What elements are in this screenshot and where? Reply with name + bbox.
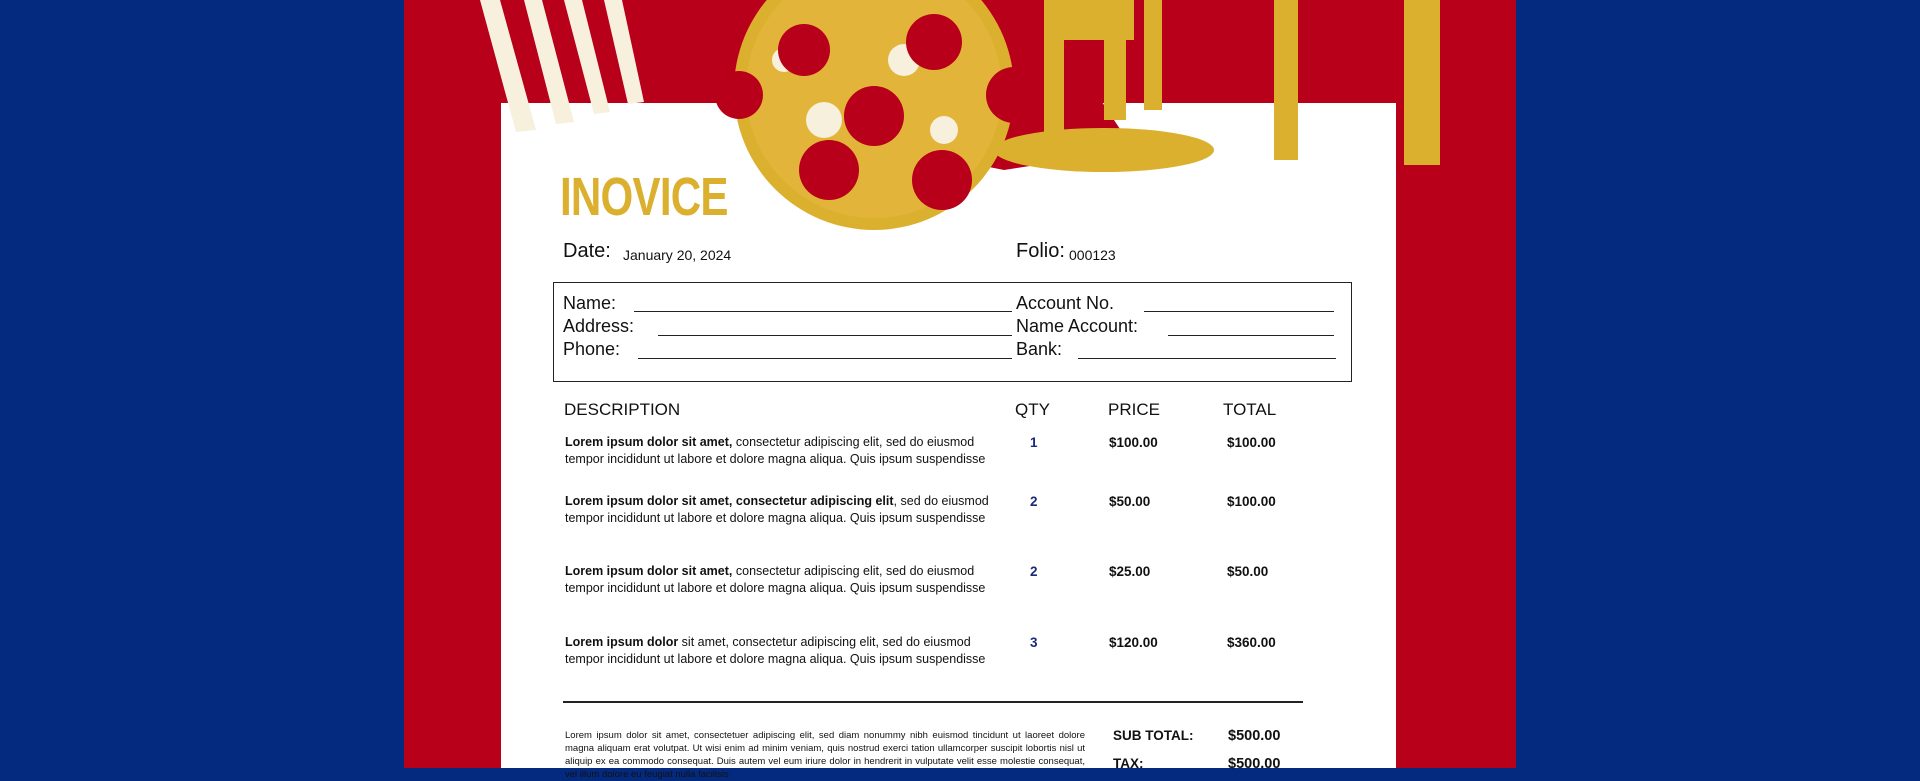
description-bold: Lorem ipsum dolor sit amet, consectetur adipiscing elit — [565, 494, 894, 508]
name-account-label: Name Account: — [1016, 316, 1139, 336]
table-row-total: $100.00 — [1227, 494, 1276, 509]
table-row-description — [565, 493, 1005, 527]
description-text: consectetur adipiscing elit, sed do eiusmod tempor incididunt ut labore et dolore magna aliqua. Quis ipsum suspendisse — [565, 564, 986, 595]
table-row-description — [565, 634, 1005, 668]
phone-field[interactable] — [638, 358, 1012, 359]
table-row-total: $360.00 — [1227, 635, 1276, 650]
table-row-total: $50.00 — [1227, 564, 1269, 579]
table-row-price: $25.00 — [1109, 564, 1151, 579]
bank-field[interactable] — [1078, 358, 1336, 359]
divider — [563, 701, 1303, 703]
table-row-price: $50.00 — [1109, 494, 1151, 509]
table-row-qty: 3 — [1030, 635, 1038, 650]
table-row-qty: 2 — [1030, 564, 1038, 579]
header-price: PRICE — [1108, 400, 1160, 419]
date-label: Date: — [563, 240, 611, 262]
name-account-field[interactable] — [1168, 335, 1334, 336]
table-row-description — [565, 563, 1005, 597]
table-row-qty: 2 — [1030, 494, 1038, 509]
description-bold: Lorem ipsum dolor sit amet, — [565, 435, 733, 449]
table-row-total: $100.00 — [1227, 435, 1276, 450]
account-no-field[interactable] — [1144, 311, 1334, 312]
table-row-description — [565, 434, 1005, 468]
description-bold: Lorem ipsum dolor — [565, 635, 679, 649]
address-label: Address: — [563, 316, 635, 336]
description-text: , sed do eiusmod tempor incididunt ut labore et dolore magna aliqua. Quis ipsum suspendisse — [565, 494, 989, 525]
address-field[interactable] — [658, 335, 1012, 336]
description-bold: Lorem ipsum dolor sit amet, — [565, 564, 733, 578]
subtotal-value: $500.00 — [1228, 728, 1281, 744]
table-row-price: $100.00 — [1109, 435, 1158, 450]
tax-label: TAX: — [1113, 756, 1144, 771]
footer-note: Lorem ipsum dolor sit amet, consectetuer adipiscing elit, sed diam nonummy nibh euismod tincidunt ut laoreet dolore magna aliquam erat volutpat. Ut wisi enim ad minim veniam, quis nostrud exerci tation ullamcorper suscipit lobortis nisl ut aliquip ex ea commodo consequat. Duis autem vel eum iriure dolor in hendrerit in vulputate velit esse molestie consequat, vel illum dolore eu feugiat nulla facilisis — [565, 730, 1085, 780]
table-row-qty: 1 — [1030, 435, 1038, 450]
description-text: sit amet, consectetur adipiscing elit, sed do eiusmod tempor incididunt ut labore et dolore magna aliqua. Quis ipsum suspendisse — [565, 635, 986, 666]
header-description: DESCRIPTION — [564, 400, 681, 419]
bank-label: Bank: — [1016, 339, 1063, 359]
tax-value: $500.00 — [1228, 756, 1281, 772]
header-total: TOTAL — [1223, 400, 1277, 419]
table-row-price: $120.00 — [1109, 635, 1158, 650]
description-text: consectetur adipiscing elit, sed do eiusmod tempor incididunt ut labore et dolore magna aliqua. Quis ipsum suspendisse — [565, 435, 986, 466]
invoice-title: INOVICE — [560, 167, 728, 227]
subtotal-label: SUB TOTAL: — [1113, 728, 1194, 743]
date-value: January 20, 2024 — [623, 247, 732, 263]
folio-label: Folio: — [1016, 240, 1065, 262]
header-qty: QTY — [1015, 400, 1050, 419]
name-label: Name: — [563, 293, 617, 313]
phone-label: Phone: — [563, 339, 621, 359]
folio-value: 000123 — [1069, 247, 1116, 263]
name-field[interactable] — [634, 311, 1012, 312]
account-no-label: Account No. — [1016, 293, 1115, 313]
customer-info-box — [553, 282, 1352, 382]
